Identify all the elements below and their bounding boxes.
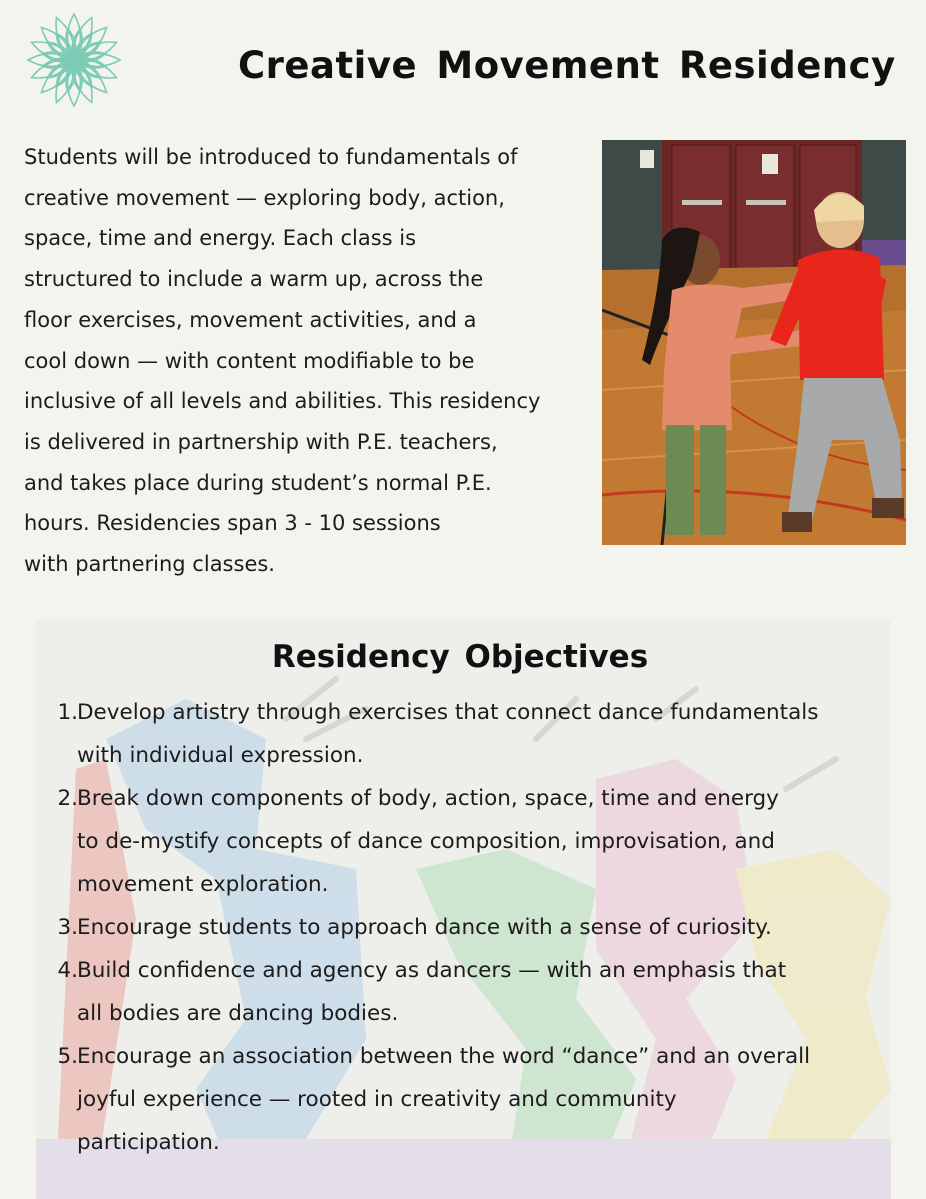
photo-illustration [602, 140, 906, 545]
objective-item [36, 691, 891, 777]
objective-line: Develop artistry through exercises that connect dance fundamentals [77, 700, 819, 725]
intro-line: and takes place during student’s normal P.E. [24, 470, 492, 495]
page-title: Creative Movement Residency [238, 44, 896, 87]
intro-line: is delivered in partnership with P.E. teachers, [24, 429, 498, 454]
intro-line: space, time and energy. Each class is [24, 226, 417, 251]
intro-line: Students will be introduced to fundamentals of [24, 145, 518, 169]
intro-line: structured to include a warm up, across the [24, 267, 484, 292]
lotus-flower-icon [22, 8, 126, 112]
objective-number: 2. [57, 786, 78, 811]
objectives-list [36, 691, 891, 1164]
objective-line: participation. [77, 1130, 220, 1155]
intro-line: with partnering classes. [24, 552, 275, 577]
objective-number: 3. [57, 915, 78, 940]
objectives-section [36, 619, 891, 1199]
objective-item [36, 906, 891, 949]
objective-line: joyful experience — rooted in creativity and community [77, 1087, 677, 1112]
objective-line: Build confidence and agency as dancers — with an emphasis that [77, 958, 787, 983]
objective-line: Encourage students to approach dance with a sense of curiosity. [77, 915, 772, 940]
objective-line: with individual expression. [77, 743, 364, 768]
intro-line: creative movement — exploring body, action, [24, 185, 505, 210]
objective-number: 1. [57, 700, 78, 725]
dancing-children-photo [602, 140, 906, 545]
intro-paragraph [24, 137, 589, 585]
objective-number: 4. [57, 958, 78, 983]
objective-number: 5. [57, 1044, 78, 1069]
objective-line: Break down components of body, action, space, time and energy [77, 786, 779, 811]
objective-item [36, 1035, 891, 1164]
intro-line: inclusive of all levels and abilities. This residency [24, 389, 541, 414]
intro-line: cool down — with content modifiable to be [24, 348, 475, 373]
objective-line: all bodies are dancing bodies. [77, 1001, 399, 1026]
objective-line: to de-mystify concepts of dance composition, improvisation, and [77, 829, 775, 854]
intro-line: hours. Residencies span 3 - 10 sessions [24, 511, 441, 536]
objective-line: movement exploration. [77, 872, 329, 897]
objectives-title: Residency Objectives [271, 639, 649, 675]
objective-item [36, 777, 891, 906]
objective-item [36, 949, 891, 1035]
objective-line: Encourage an association between the word “dance” and an overall [77, 1044, 811, 1069]
intro-line: floor exercises, movement activities, and a [24, 307, 477, 332]
